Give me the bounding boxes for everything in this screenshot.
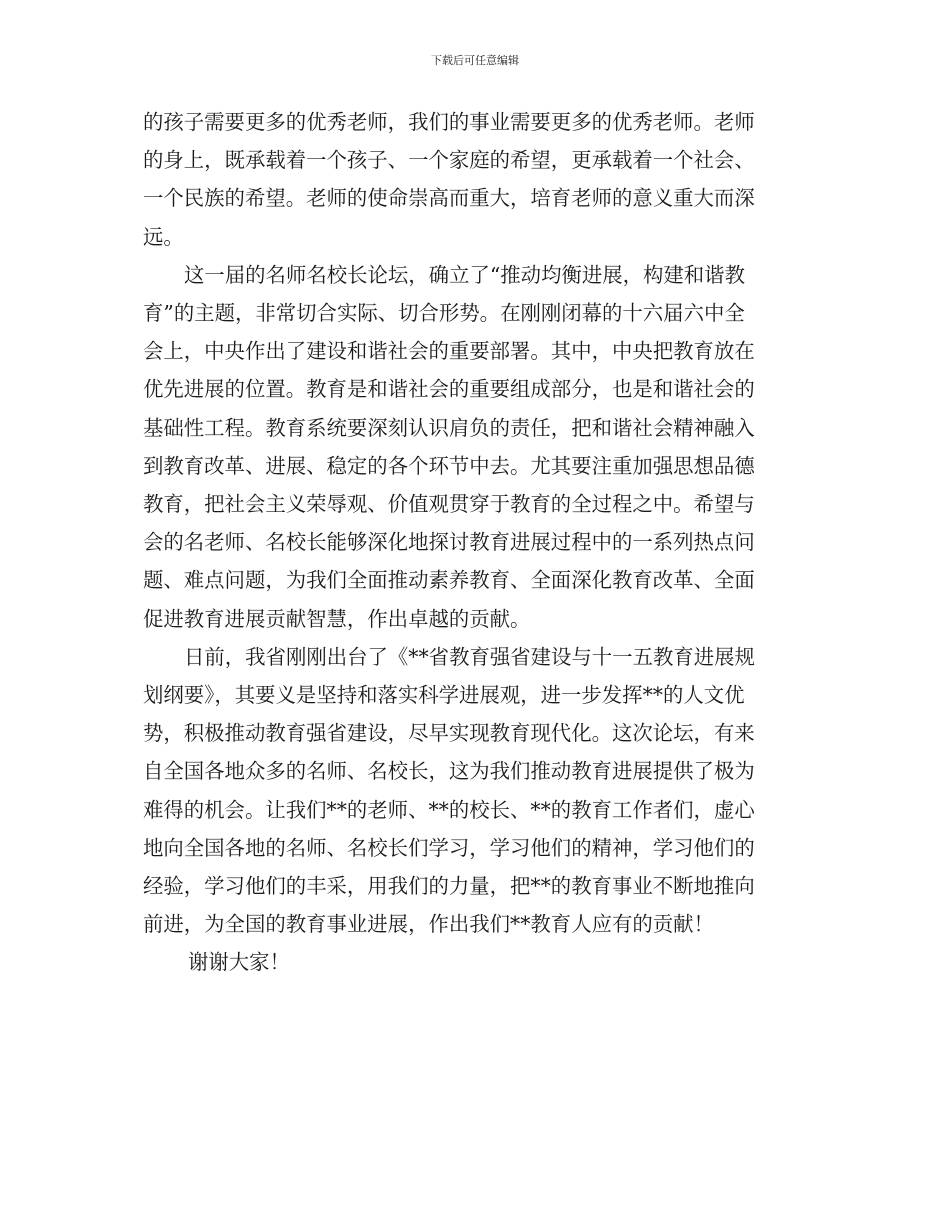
page-header-note: 下载后可任意编辑 <box>431 54 519 67</box>
closing-remark: 谢谢大家！ <box>188 950 290 975</box>
paragraph-forum-theme: 这一届的名师名校长论坛，确立了“推动均衡进展，构建和谐教 育”的主题，非常切合实际、切合形势。在刚刚闭幕的十六届六中全 会上，中央作出了建设和谐社会的重要部署。其中，中央把教育放在 优先进展的位置。教育是和谐社会的重要组成部分，也是和谐社会的 基础性工程。教育系统要深刻认识肩负的责任，把和谐社会精神融入 到教育改革、进展、稳定的各个环节中去。尤其要注重加强思想品德 教育，把社会主义荣辱观、价值观贯穿于教育的全过程之中。希望与 会的名老师、名校长能够深化地探讨教育进展过程中的一系列热点问 题、难点问题，为我们全面推动素养教育、全面深化教育改革、全面 促进教育进展贡献智慧，作出卓越的贡献。 <box>143 262 755 631</box>
paragraph-continuation: 的孩子需要更多的优秀老师，我们的事业需要更多的优秀老师。老师 的身上，既承载着一个孩子、一个家庭的希望，更承载着一个社会、 一个民族的希望。老师的使命崇高而重大，培育老师的意义重大而深 远。 <box>143 110 755 249</box>
document-body <box>143 103 796 982</box>
paragraph-provincial-plan: 日前，我省刚刚出台了《**省教育强省建设与十一五教育进展规 划纲要》，其要义是坚持和落实科学进展观，进一步发挥**的人文优 势，积极推动教育强省建设，尽早实现教育现代化。这次论坛，有来 自全国各地众多的名师、名校长，这为我们推动教育进展提供了极为 难得的机会。让我们**的老师、**的校长、**的教育工作者们，虚心 地向全国各地的名师、名校长们学习，学习他们的精神，学习他们的 经验，学习他们的丰采，用我们的力量，把**的教育事业不断地推向 前进，为全国的教育事业进展，作出我们**教育人应有的贡献！ <box>143 644 755 937</box>
